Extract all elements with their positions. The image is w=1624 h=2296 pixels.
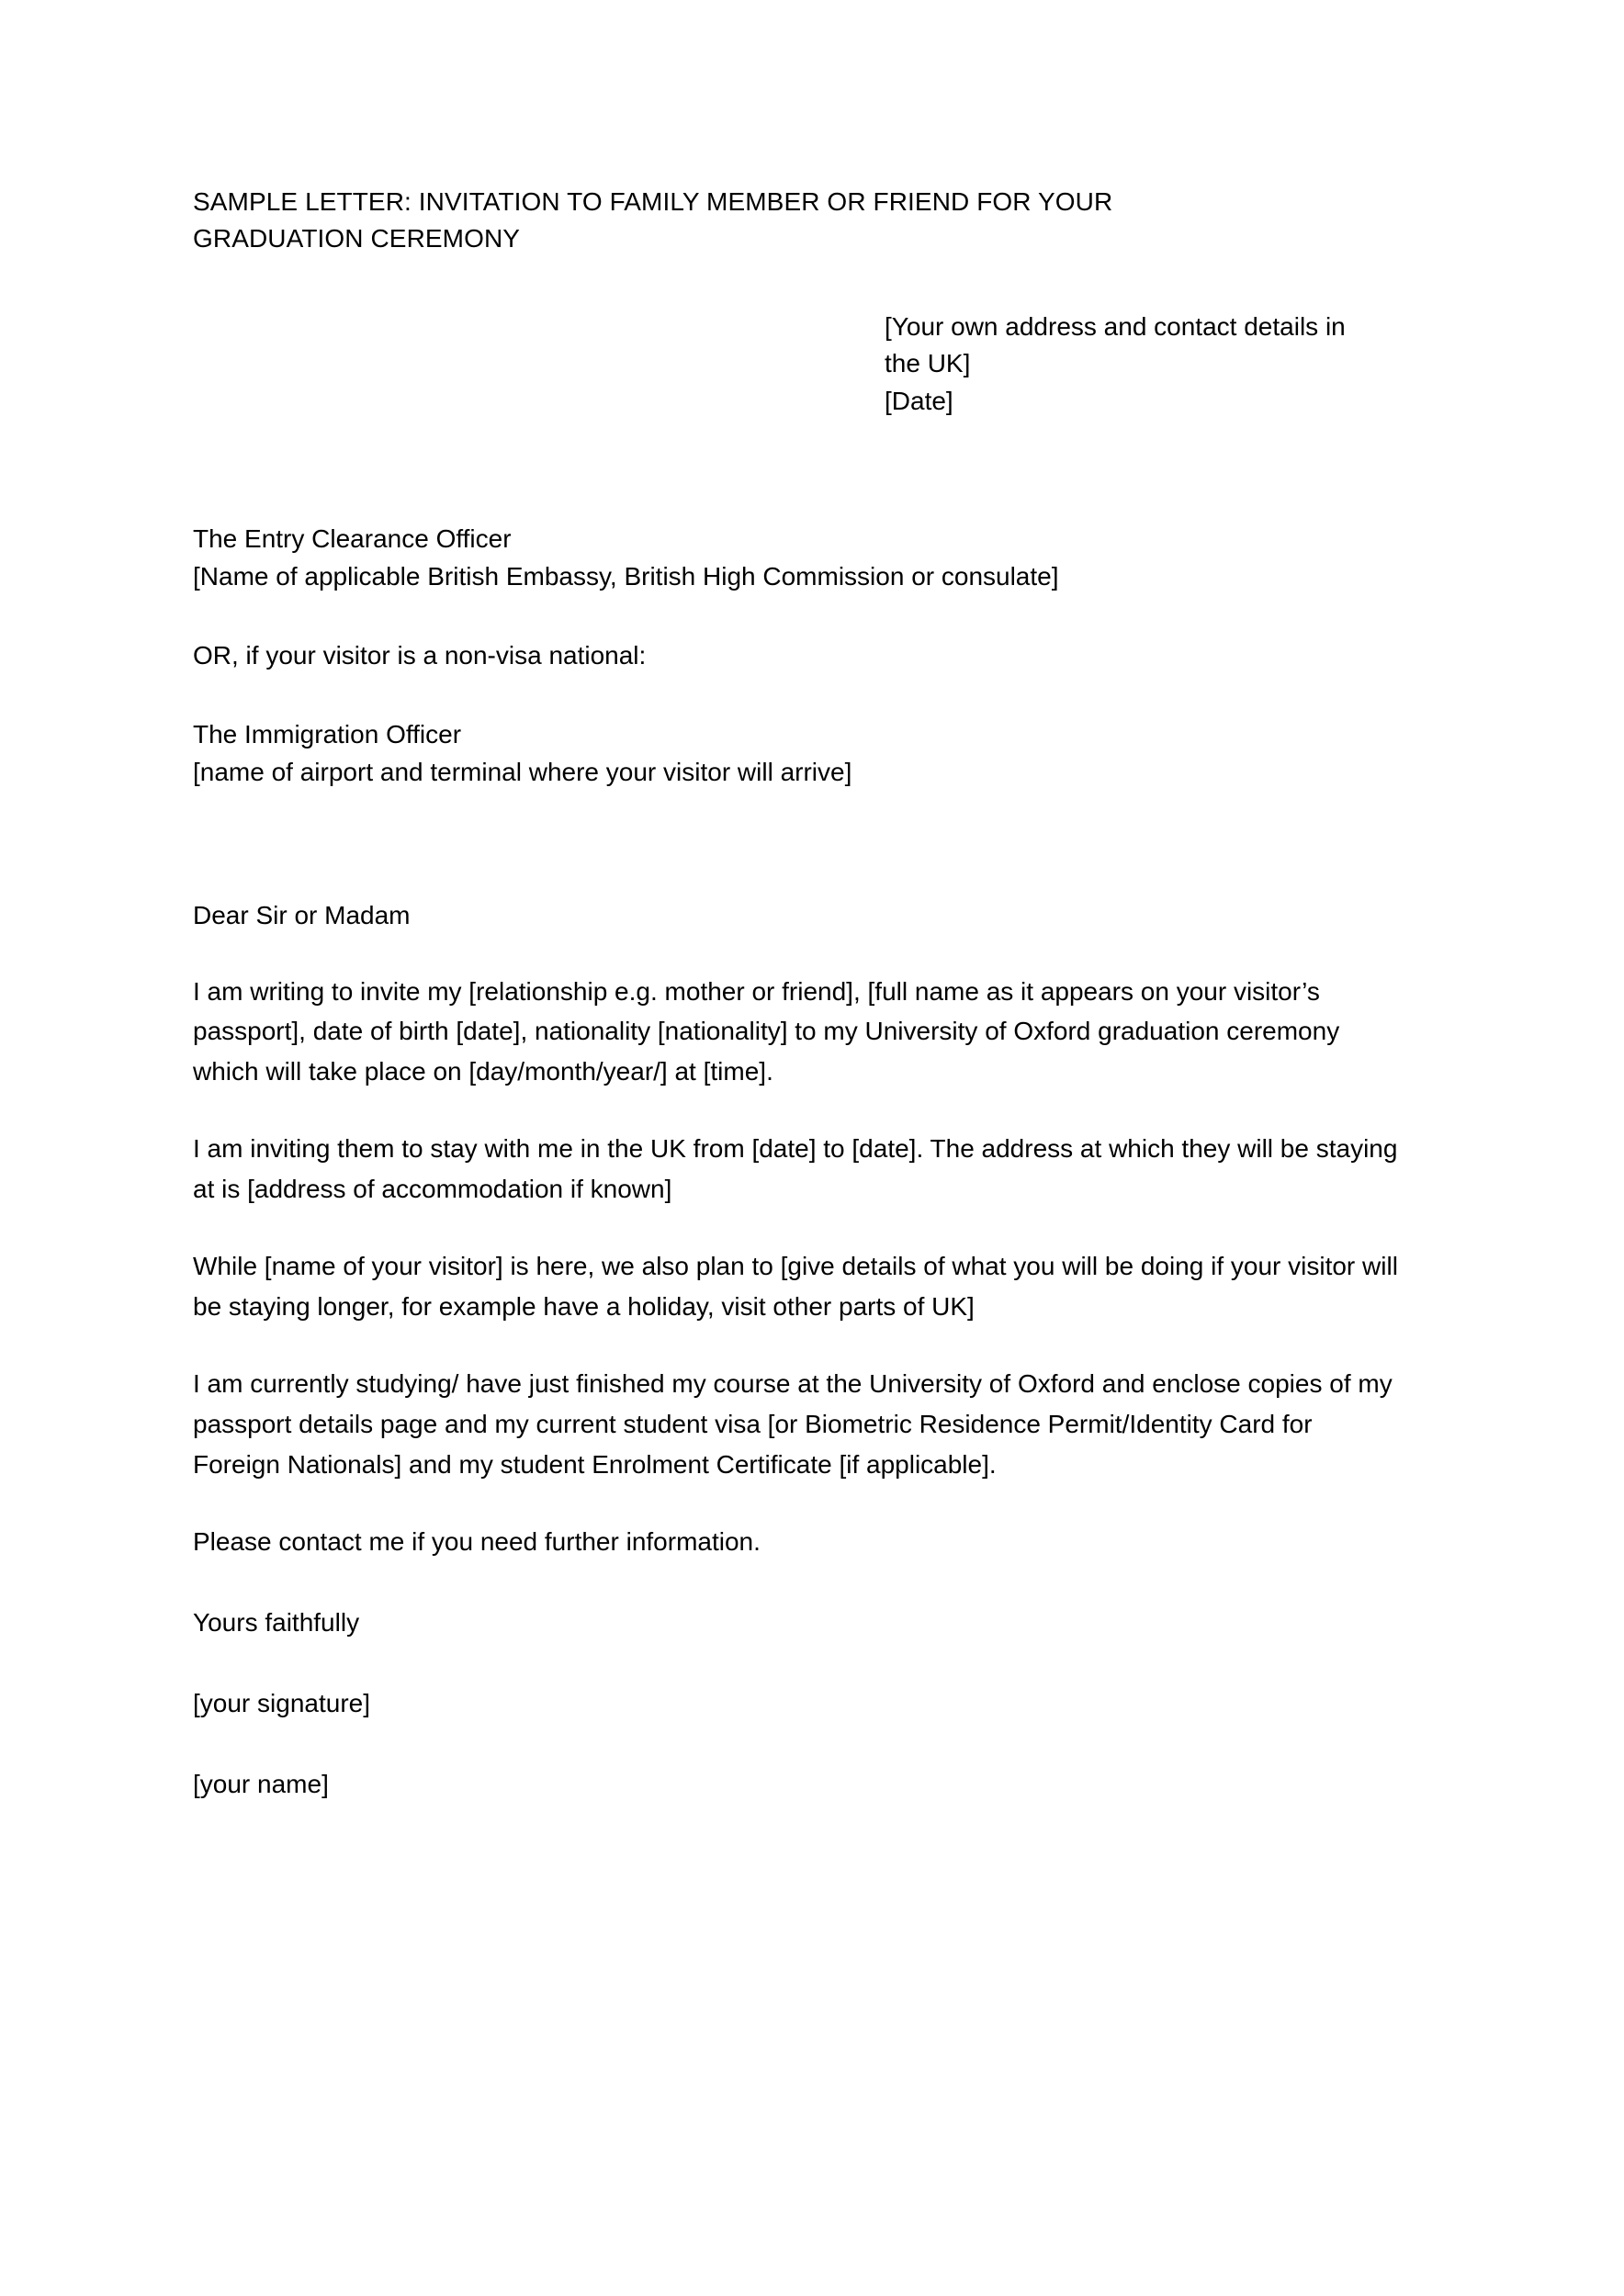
- body-paragraph-4: I am currently studying/ have just finished my course at the University of Oxford and enclose copies of my passport details page and my current student visa [or Biometric Residence Permit/Identity Card for Foreign Nationals] and my student Enrolment Certificate [if applicable].: [193, 1369, 1393, 1480]
- recipient-primary-organisation: [Name of applicable British Embassy, British High Commission or consulate]: [193, 562, 1059, 591]
- recipient-primary-block: [193, 521, 1405, 596]
- body-paragraph-2: I am inviting them to stay with me in the UK from [date] to [date]. The address at which they will be staying at is [address of accommodation if known]: [193, 1134, 1398, 1204]
- salutation: Dear Sir or Madam: [193, 900, 411, 929]
- recipient-alternative-location: [name of airport and terminal where your visitor will arrive]: [193, 757, 852, 786]
- sender-address-line-1: [Your own address and contact details in: [885, 311, 1346, 341]
- sender-address-block: [885, 309, 1408, 421]
- sender-date-line: [Date]: [885, 386, 953, 415]
- closing-salutation: Yours faithfully: [193, 1608, 360, 1638]
- recipient-primary-title: The Entry Clearance Officer: [193, 524, 512, 554]
- body-paragraph-3: While [name of your visitor] is here, we also plan to [give details of what you will be doing if your visitor will be staying longer, for example have a holiday, visit other parts of UK]: [193, 1252, 1398, 1322]
- title-line-2: GRADUATION CEREMONY: [193, 223, 521, 253]
- letter-content: [193, 184, 1405, 1805]
- sender-address-line-2: the UK]: [885, 349, 971, 378]
- recipient-alternative-title: The Immigration Officer: [193, 719, 462, 748]
- recipient-alternative-block: [193, 716, 1405, 792]
- document-title: [193, 184, 1277, 257]
- signature-placeholder: [your signature]: [193, 1688, 370, 1717]
- alternative-recipient-note: OR, if your visitor is a non-visa national:: [193, 641, 647, 670]
- body-paragraph-1: I am writing to invite my [relationship e.g. mother or friend], [full name as it appears on your visitor’s passport], date of birth [date], nationality [nationality] to my University of Oxford graduation ceremony which will take place on [day/month/year/] at [time].: [193, 976, 1340, 1086]
- body-paragraph-5: Please contact me if you need further information.: [193, 1527, 761, 1557]
- title-line-1: SAMPLE LETTER: INVITATION TO FAMILY MEMBER OR FRIEND FOR YOUR: [193, 187, 1113, 216]
- name-placeholder: [your name]: [193, 1769, 329, 1798]
